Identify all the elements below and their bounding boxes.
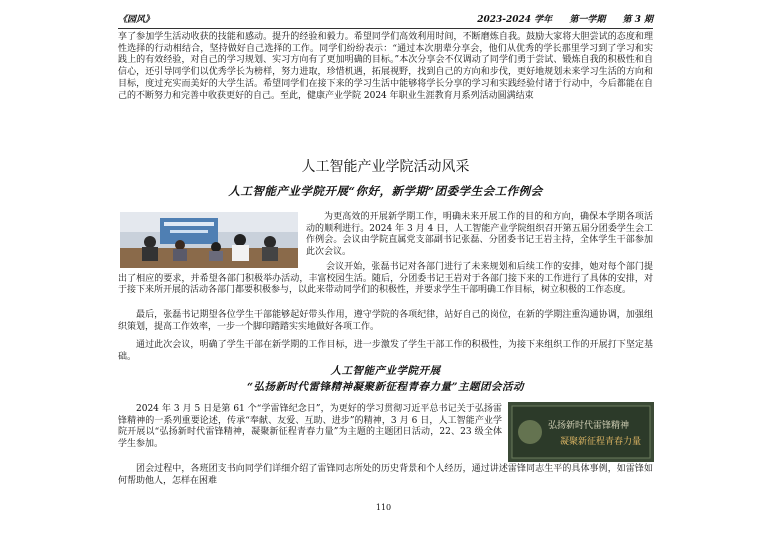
meeting-photo xyxy=(120,212,298,268)
article2-title-line-1: 人工智能产业学院开展 xyxy=(330,365,441,377)
article1-paragraph-1: 为更高效的开展新学期工作，明确未来开展工作的目的和方向，确保本学期各项活动的顺利进行。2024 年 3 月 4 日，人工智能产业学院组织召开第五届分团委学生会工作例会。会议由学院直属党支部副书记张磊、分团委书记王岩主持，全体学生干部参加此次会议。 xyxy=(306,212,653,258)
header-rule xyxy=(118,28,653,29)
article1-paragraph-2: 会议开始，张磊书记对各部门进行了未来规划和后续工作的安排，她对每个部门提出了相应的要求，并希望各部门积极举办活动，丰富校园生活。随后，分团委书记王岩对于各部门接下来的工作进行了具体的安排，对于接下来所开展的活动各部门都要积极参与，以此来带动同学们的积极性，并要求学生干部明确工作目标，树立积极的工作态度。 xyxy=(118,262,653,296)
meeting-photo-image xyxy=(120,212,298,268)
article1-paragraph-4: 通过此次会议，明确了学生干部在新学期的工作目标，进一步激发了学生干部工作的积极性，为接下来组织工作的开展打下坚定基础。 xyxy=(118,340,653,362)
article2-paragraph-1: 2024 年 3 月 5 日是第 61 个“学雷锋纪念日”，为更好的学习贯彻习近平总书记关于弘扬雷锋精神的一系列重要论述，传承“奉献、友爱、互助、进步”的精神，3 月 6 日，人工智能产业学院开展以“弘扬新时代雷锋精神，凝聚新征程青春力量”为主题的主题团日活动，22、23 级全体学生参加。 xyxy=(118,404,502,450)
chalkboard-photo xyxy=(508,402,654,462)
intro-paragraph: 享了参加学生活动收获的技能和感动。提升的经验和毅力。希望同学们高效利用时间，不断磨炼自我。鼓励大家将大胆尝试的态度和理性选择的行动相结合，坚持做好自己选择的工作。同学们纷纷表示：“通过本次朋辈分享会，他们从优秀的学长那里学习到了学习和实践上的有效经验，对自己的学习规划、实习方向有了更加明确的目标。”本次分享会不仅调动了同学们勇于尝试、锻炼自我的积极性和自信心，还引导同学们以优秀学长为榜样，努力进取，珍惜机遇，拓展视野，找到自己的方向和步伐，更好地规划未来学习生活的方向和目标，度过充实而美好的大学生活。希望同学们在接下来的学习生活中能够将学长分享的学习和实践经验付诸于行动中，今后都能在自己的不断努力和完善中收获更好的自己。至此，健康产业学院 2024 年职业生涯教育月系列活动圆满结束 xyxy=(118,32,653,101)
article1-title: 人工智能产业学院开展“你好，新学期”团委学生会工作例会 xyxy=(228,184,543,198)
academic-year: 2023-2024 学年 xyxy=(477,15,553,25)
chalkboard-text-2: 凝聚新征程青春力量 xyxy=(560,437,642,447)
article1-paragraph-3: 最后，张磊书记期望各位学生干部能够起好带头作用，遵守学院的各项纪律，站好自己的岗位，在新的学期注重沟通协调，加强组织策划，提高工作效率，一步一个脚印踏踏实实地做好各项工作。 xyxy=(118,310,653,332)
section-title: 人工智能产业学院活动风采 xyxy=(301,159,470,175)
chalkboard-text-1: 弘扬新时代雷锋精神 xyxy=(548,421,630,431)
page-number: 110 xyxy=(375,503,392,512)
term: 第一学期 xyxy=(569,15,606,25)
issue-info xyxy=(463,12,653,25)
article2-paragraph-2: 团会过程中，各班团支书向同学们详细介绍了雷锋同志所处的历史背景和个人经历，通过讲述雷锋同志生平的具体事例，如雷锋如何帮助他人，怎样在困难 xyxy=(118,464,653,486)
issue-number: 第 3 期 xyxy=(622,15,653,25)
journal-name: 《园风》 xyxy=(118,15,155,25)
article2-title-line-2: “弘扬新时代雷锋精神凝聚新征程青春力量”主题团会活动 xyxy=(246,381,525,393)
chalkboard-image xyxy=(508,402,654,462)
running-header xyxy=(118,12,653,26)
